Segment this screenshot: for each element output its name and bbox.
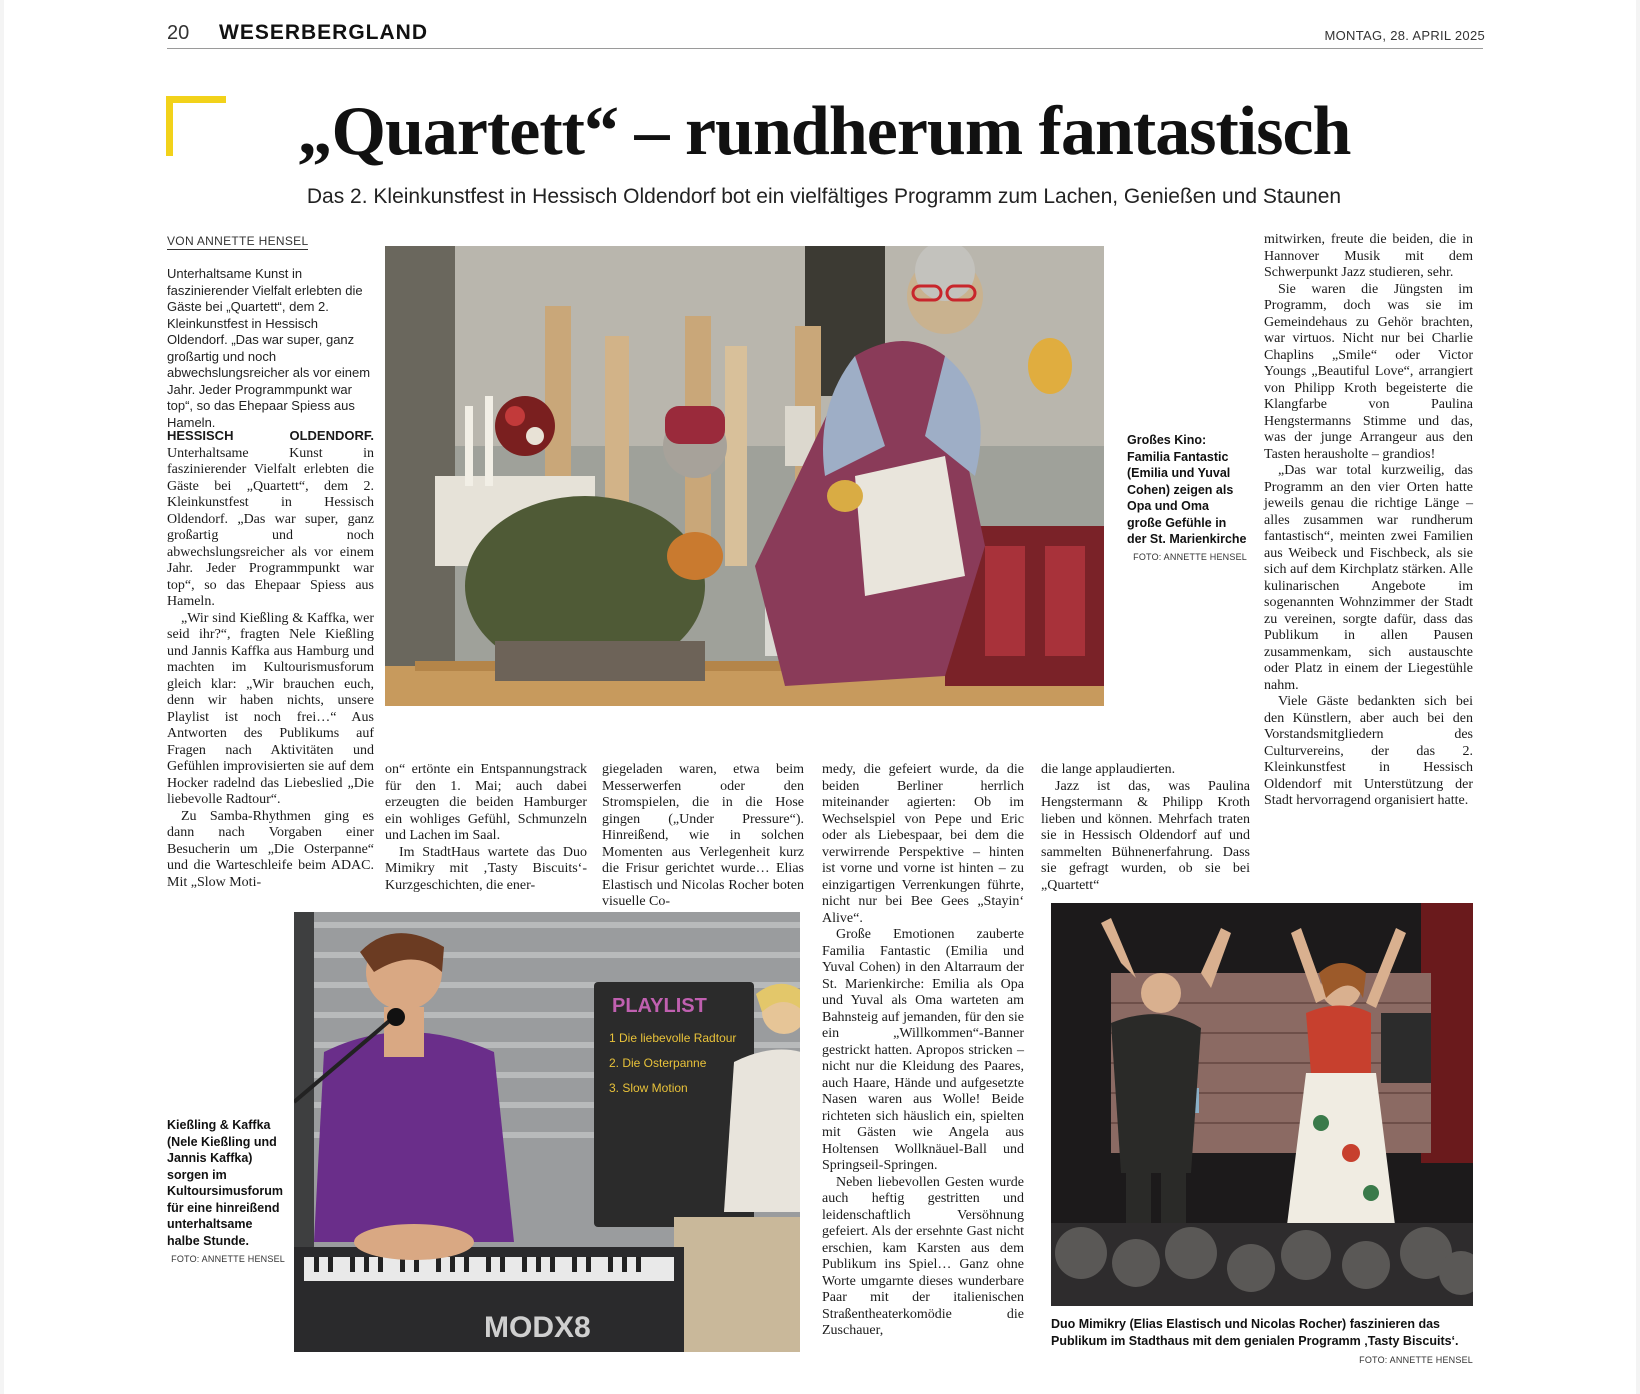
paragraph: Im StadtHaus wartete das Duo Mimikry mit ‚Tasty Biscuits‘-Kurzgeschichten, die ener- bbox=[385, 844, 587, 893]
paragraph: „Wir sind Kießling & Kaffka, wer seid ihr?“, fragten Nele Kießling und Jannis Kaffka aus Hamburg und machten im Kultourismusforum gleich klar: „Wir brauchen euch, denn wir haben nichts, unsere Playlist ist noch frei…“ Aus Antworten des Publikums auf Fragen nach Aktivitäten und Gefühlen improvisierten sie auf dem Hocker radelnd das Liebeslied „Die liebevolle Radtour“. bbox=[167, 610, 374, 807]
paragraph: Neben liebevollen Gesten wurde auch heftig gestritten und leidenschaftlich Versöhnung gefeiert. Als der ersehnte Gast nicht erschien, kam Karsten aus dem Publikum ins Spiel… Ganz ohne Worte umgarnte dieses wunderbare Paar mit der italienischen Straßentheaterkomödie die Zuschauer, bbox=[822, 1174, 1024, 1338]
photo-duo-mimikry bbox=[1051, 903, 1473, 1306]
section-title: WESERBERGLAND bbox=[219, 21, 429, 44]
text-column-1 bbox=[167, 428, 374, 891]
issue-date: MONTAG, 28. APRIL 2025 bbox=[1324, 28, 1485, 43]
paragraph: Sie waren die Jüngsten im Programm, doch was sie im Gemeindehaus zu Gehör brachten, war virtuos. Nicht nur bei Charlie Chaplins „Smile“ oder Victor Youngs „Beautiful Love“, arrangiert von Philipp Kroth begeisterte die Klangfarbe von Paulina Hengstermanns Stimme und das, was der junge Arrangeur aus den Tasten herausholte – grandios! bbox=[1264, 281, 1473, 462]
newspaper-page bbox=[4, 0, 1636, 1394]
board-item-2: 2. Die Osterpanne bbox=[609, 1056, 707, 1070]
paragraph: Zu Samba-Rhythmen ging es dann nach Vorgaben einer Besucherin um „Die Osterpanne“ und die Warteschleife beim ADAC. Mit „Slow Moti- bbox=[167, 808, 374, 890]
paragraph: Große Emotionen zauberte Familia Fantastic (Emilia und Yuval Cohen) in den Altarraum der St. Marienkirche: Emilia als Opa und Yuval als Oma warteten am Bahnsteig auf jemanden, für den sie ein „Willkommen“-Banner gestrickt hatten. Apropos stricken – nicht nur die Kleidung des Paares, auch Haare, Hände und aufgesetzte Nasen waren aus Wolle! Beide richteten sich häuslich ein, spielten mit Gästen wie Angela aus Holtensen Wollknäuel-Ball und Springseil-Springen. bbox=[822, 927, 1024, 1173]
board-title: PLAYLIST bbox=[612, 995, 707, 1017]
paragraph: Unterhaltsame Kunst in faszinierender Vielfalt erlebten die Gäste bei „Quartett“, dem 2. Kleinkunstfest in Hessisch Oldendorf. „Das war super, ganz großartig und noch abwechslungsreicher als vor einem Jahr. Jeder Programmpunkt war top“, so das Ehepaar Spiess aus Hameln. bbox=[167, 445, 374, 609]
photo-caption-right: Duo Mimikry (Elias Elastisch und Nicolas Rocher) faszinieren das Publikum im Stadthaus mit dem genialen Programm ‚Tasty Biscuits‘. bbox=[1051, 1317, 1459, 1348]
keyboard-brand: MODX8 bbox=[484, 1311, 591, 1344]
paragraph: medy, die gefeiert wurde, da die beiden Berliner herrlich miteinander agierten: Ob im Wechselspiel von Pepe und Eric oder als Liebespaar, bei dem die verwirrende Perspektive – hinten ist vorne und vorne ist hinten – zu einzigartigen Verrenkungen führte, nicht nur bei Bee Gees „Stayin‘ Alive“. bbox=[822, 762, 1024, 926]
paragraph: on“ ertönte ein Entspannungstrack für den 1. Mai; auch dabei erzeugten die beiden Hamburger ein wohliges Gefühl, Schmunzeln und Lachen im Saal. bbox=[385, 762, 587, 843]
intro-text: Unterhaltsame Kunst in faszinierender Vielfalt erlebten die Gäste bei „Quartett“, dem 2. Kleinkunstfest in Hessisch Oldendorf. „Das war super, ganz großartig und noch abwechslungsreicher als vor einem Jahr. Jeder Programmpunkt war top“, so das Ehepaar Spiess aus Hameln. bbox=[167, 266, 371, 430]
header-rule bbox=[167, 48, 1483, 49]
headline: „Quartett“ – rundherum fantastisch bbox=[297, 93, 1351, 170]
dateline: HESSISCH OLDENDORF. bbox=[167, 428, 374, 443]
photo-familia-fantastic bbox=[385, 246, 1104, 706]
text-column-6 bbox=[1264, 232, 1473, 810]
photo-credit-right: FOTO: ANNETTE HENSEL bbox=[1359, 1355, 1473, 1365]
photo-kiessling-kaffka bbox=[294, 912, 800, 1352]
photo-caption-left: Kießling & Kaffka (Nele Kießling und Jannis Kaffka) sorgen im Kultoursimusforum für eine hinreißend unterhaltsame halbe Stunde. bbox=[167, 1118, 283, 1248]
text-column-4 bbox=[822, 762, 1024, 1340]
photo-caption-main: Großes Kino: Familia Fantastic (Emilia und Yuval Cohen) zeigen als Opa und Oma große Gefühle in der St. Marienkirche bbox=[1127, 433, 1247, 546]
paragraph: „Das war total kurzweilig, das Programm an den vier Orten hatte jeweils genau die richtige Länge – alles zusammen war rundherum fantastisch“, meinten zwei Familien aus Weibeck und Fischbeck, als sie sich auf dem Kirchplatz stärken. Alle kulinarischen Angebote im sogenannten Wohnzimmer der Stadt zu vereinen, sorgte dafür, dass das Publikum in allen Pausen zusammenkam, sich austauschte oder Platz in einem der Liegestühle nahm. bbox=[1264, 463, 1473, 693]
photo-credit-left: FOTO: ANNETTE HENSEL bbox=[171, 1254, 285, 1264]
board-item-1: 1 Die liebevolle Radtour bbox=[609, 1031, 737, 1045]
paragraph: Viele Gäste bedankten sich bei den Künstlern, aber auch bei den Vorstandsmitgliedern des Culturvereins, der das 2. Kleinkunstfest in Hessisch Oldendorf mit Unterstützung der Stadt hervorragend organisiert hatte. bbox=[1264, 694, 1473, 808]
byline: VON ANNETTE HENSEL bbox=[167, 234, 309, 248]
board-item-3: 3. Slow Motion bbox=[609, 1081, 688, 1095]
paragraph: mitwirken, freute die beiden, die in Hannover Musik mit dem Schwerpunkt Jazz studieren, sehr. bbox=[1264, 232, 1473, 280]
photo-credit-main: FOTO: ANNETTE HENSEL bbox=[1133, 552, 1247, 562]
text-column-2 bbox=[385, 762, 587, 894]
paragraph: giegeladen waren, etwa beim Messerwerfen oder den Stromspielen, die in die Hose gingen („Under Pressure“). Hinreißend, wie in solchen Momenten aus Verlegenheit kurz die Frisur gerichtet wurde… Elias Elastisch und Nicolas Rocher boten visuelle Co- bbox=[602, 762, 804, 909]
paragraph: die lange applaudierten. bbox=[1041, 762, 1176, 777]
paragraph: Jazz ist das, was Paulina Hengstermann & Philipp Kroth lieben und können. Mehrfach traten sie in Hessisch Oldendorf auf und sammelten Bühnenerfahrung. Dass sie gefragt wurden, ob sie bei „Quartett“ bbox=[1041, 778, 1250, 893]
text-column-3 bbox=[602, 762, 804, 911]
subheadline: Das 2. Kleinkunstfest in Hessisch Oldendorf bot ein vielfältiges Programm zum Lachen, Genießen und Staunen bbox=[306, 185, 1342, 208]
text-column-5 bbox=[1041, 762, 1250, 894]
page-number: 20 bbox=[167, 22, 190, 44]
